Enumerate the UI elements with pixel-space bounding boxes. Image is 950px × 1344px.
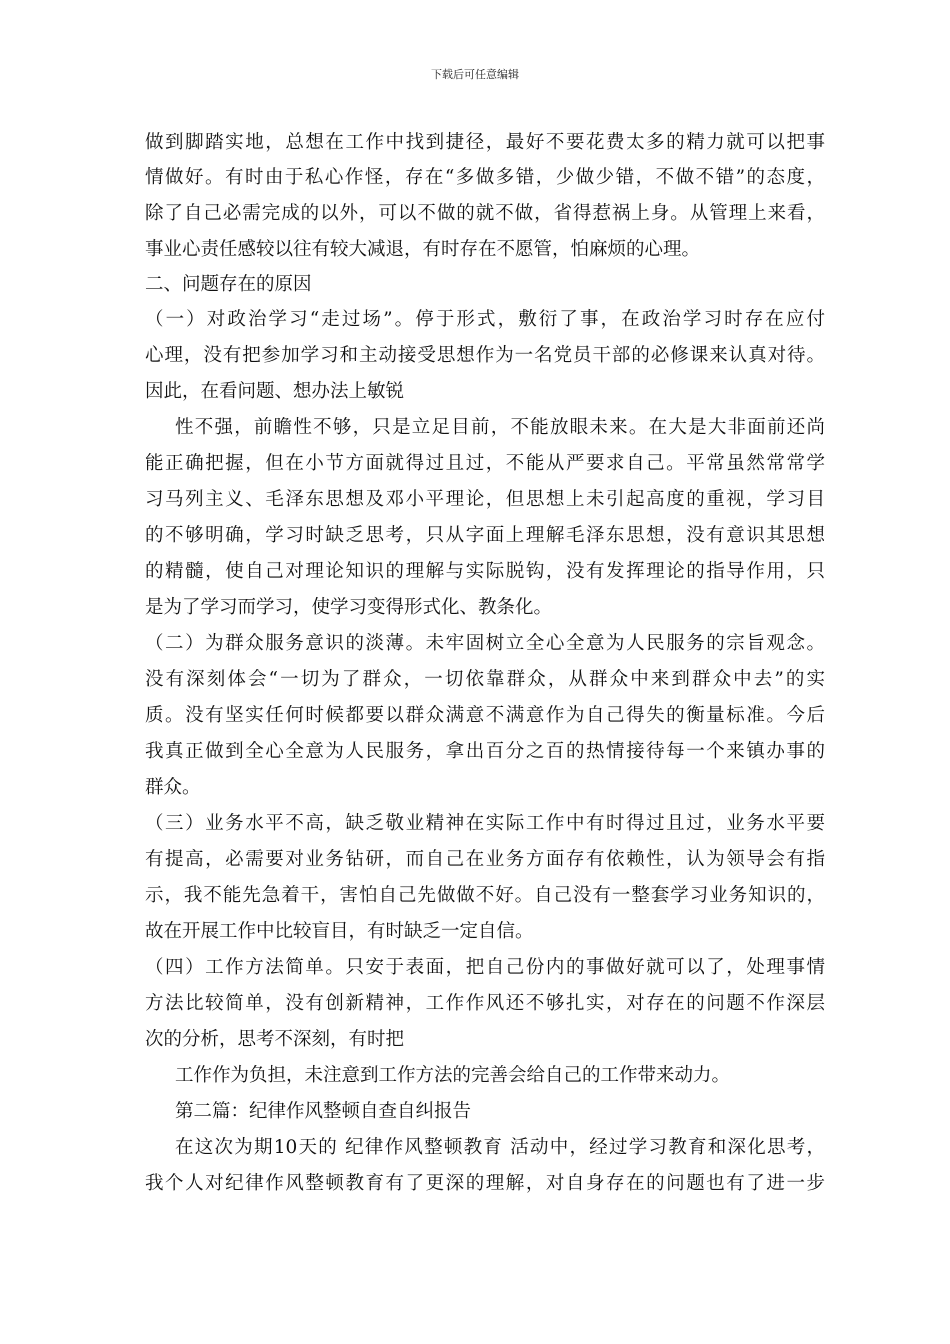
text-line: 我真正做到全心全意为人民服务，拿出百分之百的热情接待每一个来镇办事的	[145, 741, 825, 762]
text-line: 性不强，前瞻性不够，只是立足目前，不能放眼未来。在大是大非面前还尚	[175, 417, 825, 438]
text-line: 事业心责任感较以往有较大减退，有时存在不愿管，怕麻烦的心理。	[145, 239, 701, 260]
text-line: （四）工作方法简单。只安于表面，把自己份内的事做好就可以了，处理事情	[145, 957, 825, 978]
section-heading: 二、问题存在的原因	[145, 274, 312, 295]
text-line: （一）对政治学习“走过场”。停于形式，敷衍了事，在政治学习时存在应付	[145, 309, 825, 330]
text-line: （三）业务水平不高，缺乏敬业精神在实际工作中有时得过且过，业务水平要	[145, 813, 825, 834]
text-line: 群众。	[145, 777, 201, 798]
text-line: 的精髓，使自己对理论知识的理解与实际脱钩，没有发挥理论的指导作用，只	[145, 561, 825, 582]
text-line: 方法比较简单，没有创新精神，工作作风还不够扎实，对存在的问题不作深层	[145, 993, 825, 1014]
text-line: 除了自己必需完成的以外，可以不做的就不做，省得惹祸上身。从管理上来看，	[145, 203, 825, 224]
text-line: 因此，在看问题、想办法上敏锐	[145, 381, 405, 402]
text-line: 示，我不能先急着干，害怕自己先做做不好。自己没有一整套学习业务知识的，	[145, 885, 825, 906]
text-line: 做到脚踏实地，总想在工作中找到捷径，最好不要花费太多的精力就可以把事	[145, 132, 825, 153]
text-line: 次的分析，思考不深刻，有时把	[145, 1029, 405, 1050]
text-line: （二）为群众服务意识的淡薄。未牢固树立全心全意为人民服务的宗旨观念。	[145, 633, 825, 654]
text-line: 质。没有坚实任何时候都要以群众满意不满意作为自己得失的衡量标准。今后	[145, 705, 825, 726]
text-line: 有提高，必需要对业务钻研，而自己在业务方面存有依赖性，认为领导会有指	[145, 849, 825, 870]
section-heading: 第二篇：纪律作风整顿自查自纠报告	[175, 1101, 472, 1122]
text-line: 能正确把握，但在小节方面就得过且过，不能从严要求自己。平常虽然常常学	[145, 453, 825, 474]
text-line: 没有深刻体会“一切为了群众，一切依靠群众，从群众中来到群众中去”的实	[145, 669, 825, 690]
text-line: 是为了学习而学习，使学习变得形式化、教条化。	[145, 597, 553, 618]
text-line: 情做好。有时由于私心作怪，存在“多做多错，少做少错，不做不错”的态度，	[145, 167, 825, 188]
page-header: 下载后可任意编辑	[431, 68, 519, 81]
text-line: 工作作为负担，未注意到工作方法的完善会给自己的工作带来动力。	[175, 1065, 731, 1086]
text-line: 故在开展工作中比较盲目，有时缺乏一定自信。	[145, 921, 534, 942]
text-line: 我个人对纪律作风整顿教育有了更深的理解，对自身存在的问题也有了进一步	[145, 1173, 825, 1194]
text-line: 在这次为期10天的 纪律作风整顿教育 活动中，经过学习教育和深化思考，	[175, 1137, 825, 1158]
text-line: 习马列主义、毛泽东思想及邓小平理论，但思想上未引起高度的重视，学习目	[145, 489, 825, 510]
text-line: 心理，没有把参加学习和主动接受思想作为一名党员干部的必修课来认真对待。	[145, 345, 825, 366]
text-line: 的不够明确，学习时缺乏思考，只从字面上理解毛泽东思想，没有意识其思想	[145, 525, 825, 546]
